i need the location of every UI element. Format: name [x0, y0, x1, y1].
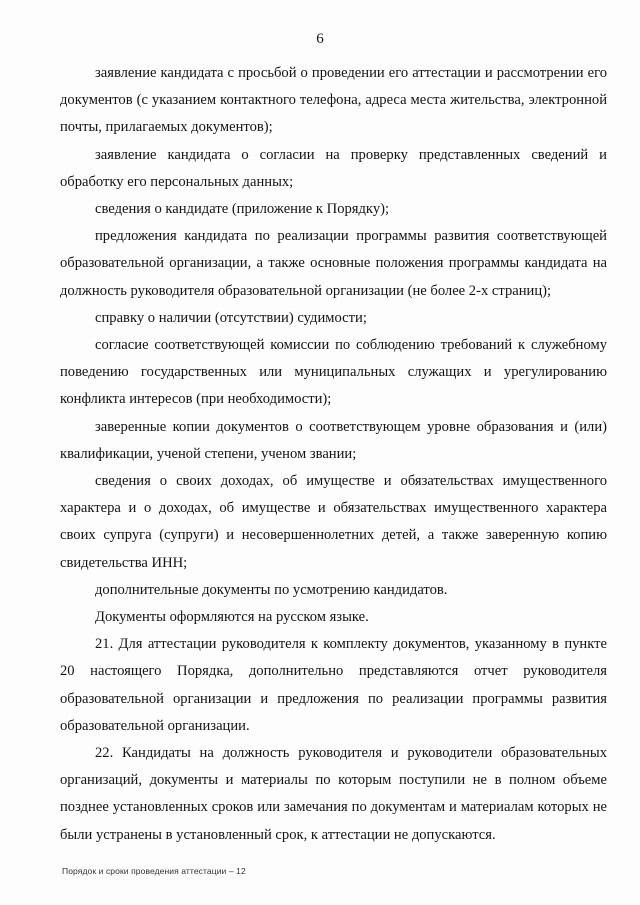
- document-body: [60, 60, 607, 849]
- paragraph-income-info: сведения о своих доходах, об имуществе и обязательствах имущественного характера и о доходах, об имуществе и обязательствах имущественного характера своих супруга (супруги) и несовершеннолетних детей, а также заверенную копию свидетельства ИНН;: [60, 473, 607, 571]
- paragraph-application-request: заявление кандидата с просьбой о проведении его аттестации и рассмотрении его документов (с указанием контактного телефона, адреса места жительства, электронной почты, прилагаемых документов);: [60, 65, 607, 136]
- paragraph-criminal-record: справку о наличии (отсутствии) судимости;: [95, 309, 367, 326]
- paragraph-commission-consent: согласие соответствующей комиссии по соблюдению требований к служебному поведению государственных или муниципальных служащих и урегулированию конфликта интересов (при необходимости);: [60, 337, 607, 408]
- paragraph-clause-22: 22. Кандидаты на должность руководителя и руководители образовательных организаций, документы и материалы по которым поступили не в полном объеме позднее установленных сроков или замечания по документам и материалам которых не были устранены в установленный срок, к аттестации не допускаются.: [60, 745, 607, 843]
- paragraph-development-proposals: предложения кандидата по реализации программы развития соответствующей образовательной организации, а также основные положения программы кандидата на должность руководителя образовательной организации (не более 2-х страниц);: [60, 228, 607, 299]
- page-number: 6: [316, 31, 324, 47]
- paragraph-language: Документы оформляются на русском языке.: [95, 609, 369, 626]
- page-footer: Порядок и сроки проведения аттестации – 12: [62, 866, 246, 876]
- paragraph-candidate-info: сведения о кандидате (приложение к Порядку);: [95, 201, 390, 218]
- paragraph-clause-21: 21. Для аттестации руководителя к комплекту документов, указанному в пункте 20 настоящего Порядка, дополнительно представляются отчет руководителя образовательной организации и предложения по реализации программы развития образовательной организации.: [60, 636, 607, 734]
- paragraph-education-copies: заверенные копии документов о соответствующем уровне образования и (или) квалификации, ученой степени, ученом звании;: [60, 418, 607, 462]
- paragraph-additional-docs: дополнительные документы по усмотрению кандидатов.: [95, 581, 448, 598]
- paragraph-consent-verification: заявление кандидата о согласии на проверку представленных сведений и обработку его персональных данных;: [60, 146, 607, 190]
